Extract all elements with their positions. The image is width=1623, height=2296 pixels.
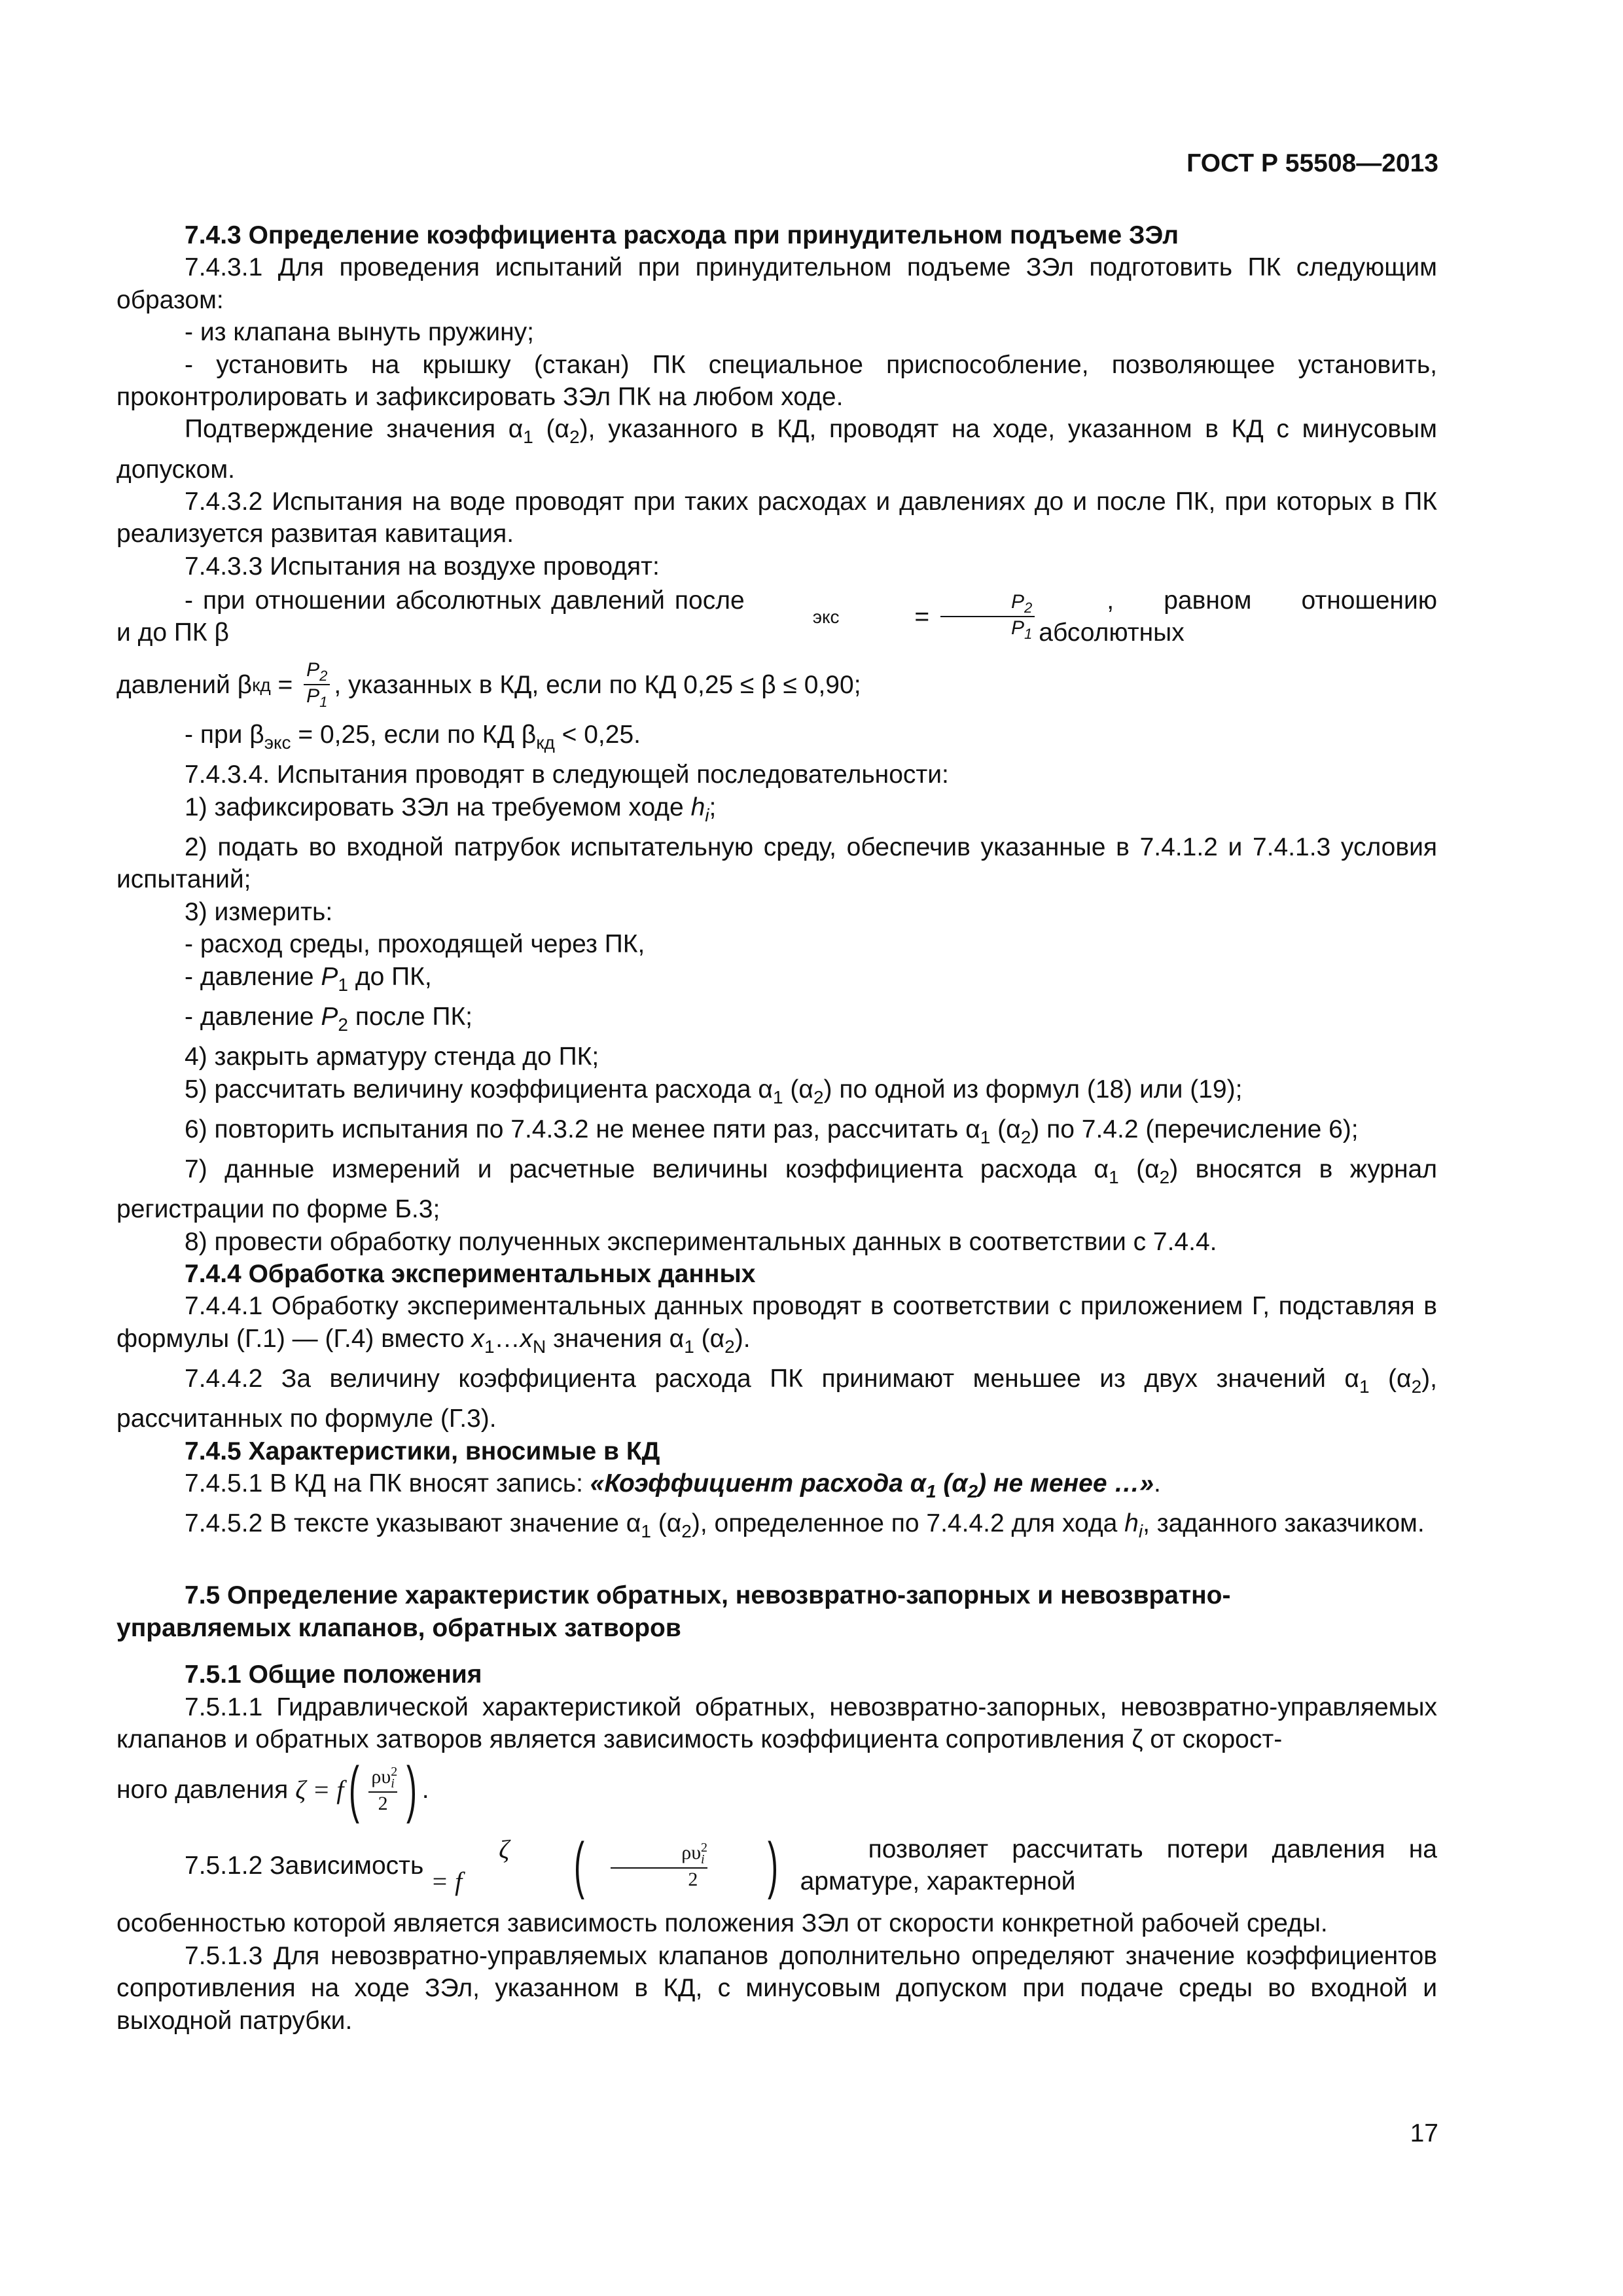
ratio-line-exc: - при отношении абсолютных давлений после и до ПК β экс = $\frac{P_2}{P_1}$ , равном отношению абсолютных <box>116 586 1437 647</box>
paragraph: особенностью которой является зависимость положения ЗЭл от скорости конкретной рабочей среды. <box>116 1909 1328 1938</box>
pressure-ratio-fraction: $\frac{P_2}{P_1}$ <box>940 591 1035 643</box>
list-item: 6) повторить испытания по 7.4.3.2 не менее пяти раз, рассчитать $\alpha_1$ $(\alpha_2)$ по 7.4.2 (перечисление 6); <box>185 1115 1359 1147</box>
document-code: ГОСТ Р 55508—2013 <box>1186 149 1438 177</box>
list-item: - давление $P_1$ до ПК, <box>185 962 432 995</box>
list-item: 5) рассчитать величину коэффициента расхода $\alpha_1$ $(\alpha_2)$ по одной из формул (18) или (19); <box>185 1075 1243 1107</box>
zeta-formula: ζ = f <box>431 1835 510 1897</box>
list-item: - из клапана вынуть пружину; <box>185 318 535 347</box>
list-item: 3) измерить: <box>185 897 333 926</box>
paragraph: Подтверждение значения $\alpha_1$ $(\alpha_2)$, указанного в КД, проводят на ходе, указанном в КД с минусовым допуском. <box>116 415 1437 484</box>
paragraph-7-5-1-1: 7.5.1.1 Гидравлической характеристикой обратных, невозвратно-запорных, невозвратно-управляемых клапанов и обратных затворов является зависимость коэффициента сопротивления ζ от скорост- <box>116 1693 1437 1753</box>
velocity-pressure-fraction: $\frac{\rho\upsilon^2_i}{2}$ <box>611 1840 707 1892</box>
paragraph-7-4-3-2: 7.4.3.2 Испытания на воде проводят при таких расходах и давлениях до и после ПК, при которых в ПК реализуется развитая кавитация. <box>116 488 1437 548</box>
formula-line-2: 7.5.1.2 Зависимость ζ = f ( $\frac{\rho\upsilon^2_i}{2}$ ) позволяет рассчитать потери давления на арматуре, характерной <box>185 1830 1437 1901</box>
zeta-formula: ζ = f <box>295 1774 344 1804</box>
paragraph-7-4-4-1: 7.4.4.1 Обработку экспериментальных данных проводят в соответствии с приложением Г, подставляя в формулы (Г.1) — (Г.4) вместо $x_1\dots x_N$ значения $\alpha_1$ $(\alpha_2)$. <box>116 1292 1437 1357</box>
list-item: - давление $P_2$ после ПК; <box>185 1002 473 1035</box>
document-body <box>116 219 1437 2037</box>
paragraph-7-4-3-3: 7.4.3.3 Испытания на воздухе проводят: <box>185 552 660 581</box>
section-heading-7-5: 7.5 Определение характеристик обратных, невозвратно-запорных и невозвратно-управляемых клапанов, обратных затворов <box>116 1581 1231 1642</box>
paragraph-7-4-3-1: 7.4.3.1 Для проведения испытаний при принудительном подъеме ЗЭл подготовить ПК следующим образом: <box>116 253 1437 314</box>
section-heading-7-4-3: 7.4.3 Определение коэффициента расхода при принудительном подъеме ЗЭл <box>185 221 1179 249</box>
list-item: 2) подать во входной патрубок испытательную среду, обеспечив указанные в 7.4.1.2 и 7.4.1.3 условия испытаний; <box>116 833 1437 894</box>
paragraph-7-4-4-2: 7.4.4.2 За величину коэффициента расхода ПК принимают меньшее из двух значений $\alpha_1$ $(\alpha_2)$, рассчитанных по формуле (Г.3). <box>116 1364 1437 1433</box>
velocity-pressure-fraction: $\frac{\rho\upsilon^2_i}{2}$ <box>368 1765 397 1816</box>
paragraph-7-5-1-3: 7.5.1.3 Для невозвратно-управляемых клапанов дополнительно определяют значение коэффициентов сопротивления на ходе ЗЭл, указанном в КД, с минусовым допуском при подаче среды во входной и выходной патрубки. <box>116 1941 1437 2035</box>
list-item: - установить на крышку (стакан) ПК специальное приспособление, позволяющее установить, проконтролировать и зафиксировать ЗЭл ПК на любом ходе. <box>116 350 1437 412</box>
section-heading-7-5-1: 7.5.1 Общие положения <box>185 1660 482 1689</box>
list-item: 8) провести обработку полученных экспериментальных данных в соответствии с 7.4.4. <box>185 1227 1217 1256</box>
list-item: 7) данные измерений и расчетные величины коэффициента расхода $\alpha_1$ $(\alpha_2)$ вносятся в журнал регистрации по форме Б.3; <box>116 1155 1438 1224</box>
page-number: 17 <box>1410 2119 1438 2147</box>
pressure-ratio-fraction: $\frac{P_2}{P_1}$ <box>304 659 330 711</box>
ratio-line-kd: давлений β кд = $\frac{P_2}{P_1}$ , указанных в КД, если по КД 0,25 ≤ β ≤ 0,90; <box>116 658 861 711</box>
formula-line-1: ного давления ζ = f ( $\frac{\rho\upsilon^2_i}{2}$ ) . <box>116 1754 429 1825</box>
paragraph-7-4-5-1: 7.4.5.1 В КД на ПК вносят запись: «Коэффициент расхода $\alpha_1$ $(\alpha_2)$ не менее …». <box>185 1469 1161 1501</box>
list-item: 1) зафиксировать ЗЭл на требуемом ходе $h_i$; <box>185 793 717 825</box>
section-heading-7-4-4: 7.4.4 Обработка экспериментальных данных <box>185 1259 756 1288</box>
list-item: - при $\beta_{экс} = 0,25$, если по КД $\beta_{кд} < 0,25$. <box>185 721 641 753</box>
list-item: - расход среды, проходящей через ПК, <box>185 930 645 959</box>
list-item: 4) закрыть арматуру стенда до ПК; <box>185 1043 599 1071</box>
section-heading-7-4-5: 7.4.5 Характеристики, вносимые в КД <box>185 1437 660 1465</box>
paragraph-7-4-3-4: 7.4.3.4. Испытания проводят в следующей последовательности: <box>185 761 949 789</box>
paragraph-7-4-5-2: 7.4.5.2 В тексте указывают значение $\alpha_1$ $(\alpha_2)$, определенное по 7.4.4.2 для хода $h_i$, заданного заказчиком. <box>185 1509 1425 1541</box>
